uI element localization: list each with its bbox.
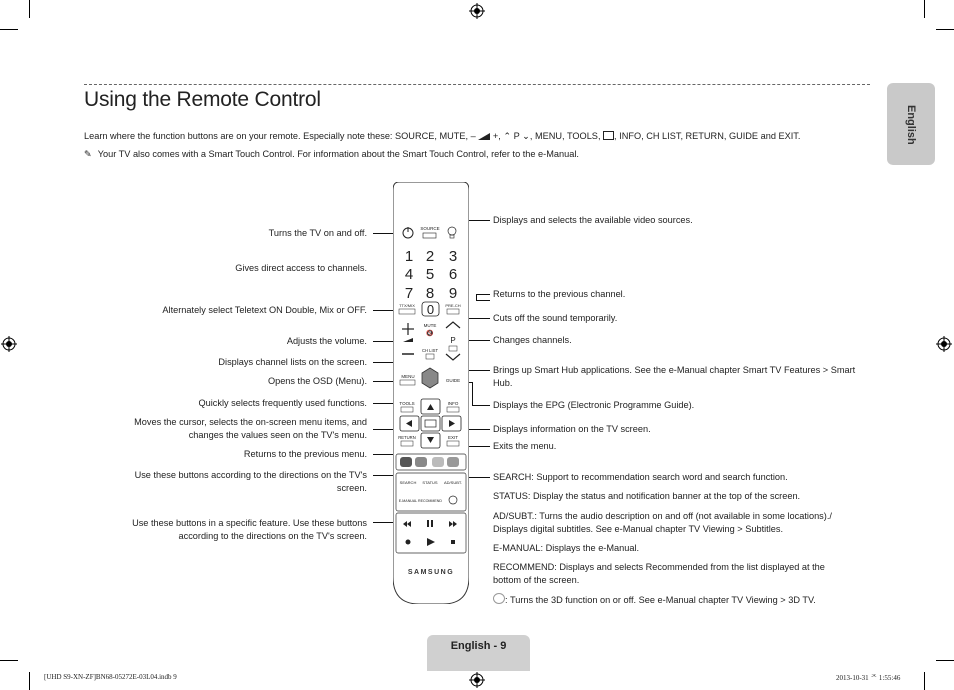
crop-mark	[936, 660, 954, 661]
pencil-icon: ✎	[84, 149, 92, 159]
digit-7-button[interactable]: 7	[404, 285, 414, 302]
page-number: English - 9	[450, 640, 507, 652]
info-label: INFO	[447, 401, 459, 406]
enter-button[interactable]	[421, 416, 440, 431]
digit-3-button[interactable]: 3	[448, 248, 458, 265]
smart-hub-icon	[603, 131, 614, 140]
mute-label: MUTE	[423, 323, 437, 328]
label-chlist: Displays channel lists on the screen.	[218, 357, 367, 367]
label-3d: : Turns the 3D function on or off. See e-Manual chapter TV Viewing > 3D TV.	[493, 593, 816, 607]
chevron-down-icon: ⌄	[522, 131, 530, 141]
chlist-label: CH LIST	[421, 348, 439, 353]
crop-mark	[924, 0, 925, 18]
registration-mark-icon	[469, 3, 485, 19]
leader-line	[472, 405, 490, 406]
menu-label: MENU	[401, 374, 415, 379]
digit-9-button[interactable]: 9	[448, 285, 458, 302]
prech-label: PRE-CH	[445, 303, 461, 308]
digit-5-button[interactable]: 5	[425, 266, 435, 283]
leader-line	[373, 454, 395, 455]
label-ttx: Alternately select Teletext ON Double, Mix or OFF.	[162, 305, 367, 315]
remote-control	[393, 182, 469, 604]
recommend-button[interactable]: RECOMMEND	[418, 499, 442, 503]
return-label: RETURN	[398, 435, 416, 440]
crop-mark	[924, 672, 925, 690]
digit-1-button[interactable]: 1	[404, 248, 414, 265]
leader-line	[373, 310, 395, 311]
label-source: Displays and selects the available video sources.	[493, 215, 693, 225]
label-power: Turns the TV on and off.	[268, 228, 367, 238]
exit-label: EXIT	[447, 435, 459, 440]
tools-label: TOOLS	[399, 401, 415, 406]
label-smarthub: Brings up Smart Hub applications. See the e-Manual chapter Smart TV Features > Smart Hub.	[493, 365, 856, 388]
digit-6-button[interactable]: 6	[448, 266, 458, 283]
label-tools: Quickly selects frequently used functions.	[198, 398, 367, 408]
brand-logo: SAMSUNG	[407, 569, 455, 576]
label-mute: Cuts off the sound temporarily.	[493, 313, 618, 323]
leader-line	[476, 294, 490, 295]
print-info-right: 2013-10-31 ᄌ 1:55:46	[836, 674, 901, 682]
leader-line	[472, 382, 473, 406]
crop-mark	[29, 0, 30, 18]
label-info: Displays information on the TV screen.	[493, 424, 651, 434]
leader-line	[373, 522, 395, 523]
label-prech: Returns to the previous channel.	[493, 289, 626, 299]
label-exit: Exits the menu.	[493, 441, 557, 451]
label-guide: Displays the EPG (Electronic Programme Guide).	[493, 400, 695, 410]
label-volume: Adjusts the volume.	[286, 336, 367, 346]
label-return: Returns to the previous menu.	[243, 449, 367, 459]
page-title: Using the Remote Control	[84, 88, 321, 111]
ttx-label: TTX/MIX	[399, 303, 415, 308]
label-playback: Use these buttons in a specific feature. Use these buttons according to the directions on the TV's screen.	[132, 518, 367, 541]
section-divider	[84, 84, 870, 85]
label-channel: Changes channels.	[493, 335, 572, 345]
crop-mark	[0, 660, 18, 661]
chevron-up-icon: ⌃	[503, 131, 512, 141]
page-number-tab	[427, 635, 530, 671]
status-button[interactable]: STATUS	[422, 480, 438, 485]
label-adsubt: AD/SUBT.: Turns the audio description on and off (not available in some locations)./ Displays digital subtitles. See e-Manual chapter TV Viewing > Subtitles.	[493, 511, 832, 534]
red-button[interactable]	[400, 457, 412, 467]
volume-icon	[478, 133, 490, 140]
3d-icon	[493, 593, 505, 604]
source-label: SOURCE	[420, 226, 440, 231]
language-tab	[887, 83, 935, 165]
digit-2-button[interactable]: 2	[425, 248, 435, 265]
print-info-left: [UHD S9-XN-ZF]BN68-05272E-03L04.indb 9	[44, 673, 177, 681]
label-color-buttons: Use these buttons according to the directions on the TV's screen.	[134, 470, 367, 493]
mute-button[interactable]: 🔇	[426, 330, 434, 337]
guide-label: GUIDE	[445, 378, 461, 383]
intro-text: Learn where the function buttons are on your remote. Especially note these: SOURCE, MUTE, – +, ⌃ P ⌄, MENU, TOOLS, , INFO, CH LIST, RETURN, GUIDE and EXIT.	[84, 131, 801, 141]
language-tab-label: English	[905, 105, 917, 145]
registration-mark-icon	[469, 672, 485, 688]
stop-button[interactable]	[451, 540, 455, 544]
label-numbers: Gives direct access to channels.	[235, 263, 367, 273]
label-search: SEARCH: Support to recommendation search word and search function.	[493, 472, 788, 482]
leader-line	[476, 300, 490, 301]
note-text: ✎ Your TV also comes with a Smart Touch Control. For information about the Smart Touch Control, refer to the e-Manual.	[84, 149, 579, 159]
record-button[interactable]	[406, 540, 411, 545]
search-button[interactable]: SEARCH	[399, 480, 417, 485]
emanual-button[interactable]: E-MANUAL	[398, 499, 418, 503]
digit-0-label: 0	[426, 302, 435, 317]
registration-mark-icon	[1, 336, 17, 352]
label-emanual: E-MANUAL: Displays the e-Manual.	[493, 543, 640, 553]
leader-line	[373, 475, 395, 476]
label-recommend: RECOMMEND: Displays and selects Recommended from the list displayed at the bottom of the screen.	[493, 562, 825, 585]
crop-mark	[936, 29, 954, 30]
adsubt-button[interactable]: AD/SUBT.	[443, 480, 463, 485]
crop-mark	[29, 672, 30, 690]
leader-line	[468, 429, 490, 430]
label-menu: Opens the OSD (Menu).	[267, 376, 367, 386]
label-status: STATUS: Display the status and notification banner at the top of the screen.	[493, 491, 801, 501]
yellow-button[interactable]	[432, 457, 444, 467]
label-cursor: Moves the cursor, selects the on-screen menu items, and changes the values seen on the TV's menu.	[134, 417, 367, 440]
digit-4-button[interactable]: 4	[404, 266, 414, 283]
channel-label: P	[450, 336, 456, 345]
digit-8-button[interactable]: 8	[425, 285, 435, 302]
crop-mark	[0, 29, 18, 30]
blue-button[interactable]	[447, 457, 459, 467]
pause-button[interactable]	[427, 520, 429, 527]
leader-line	[476, 294, 477, 301]
green-button[interactable]	[415, 457, 427, 467]
3d-button[interactable]	[449, 496, 457, 504]
registration-mark-icon	[936, 336, 952, 352]
